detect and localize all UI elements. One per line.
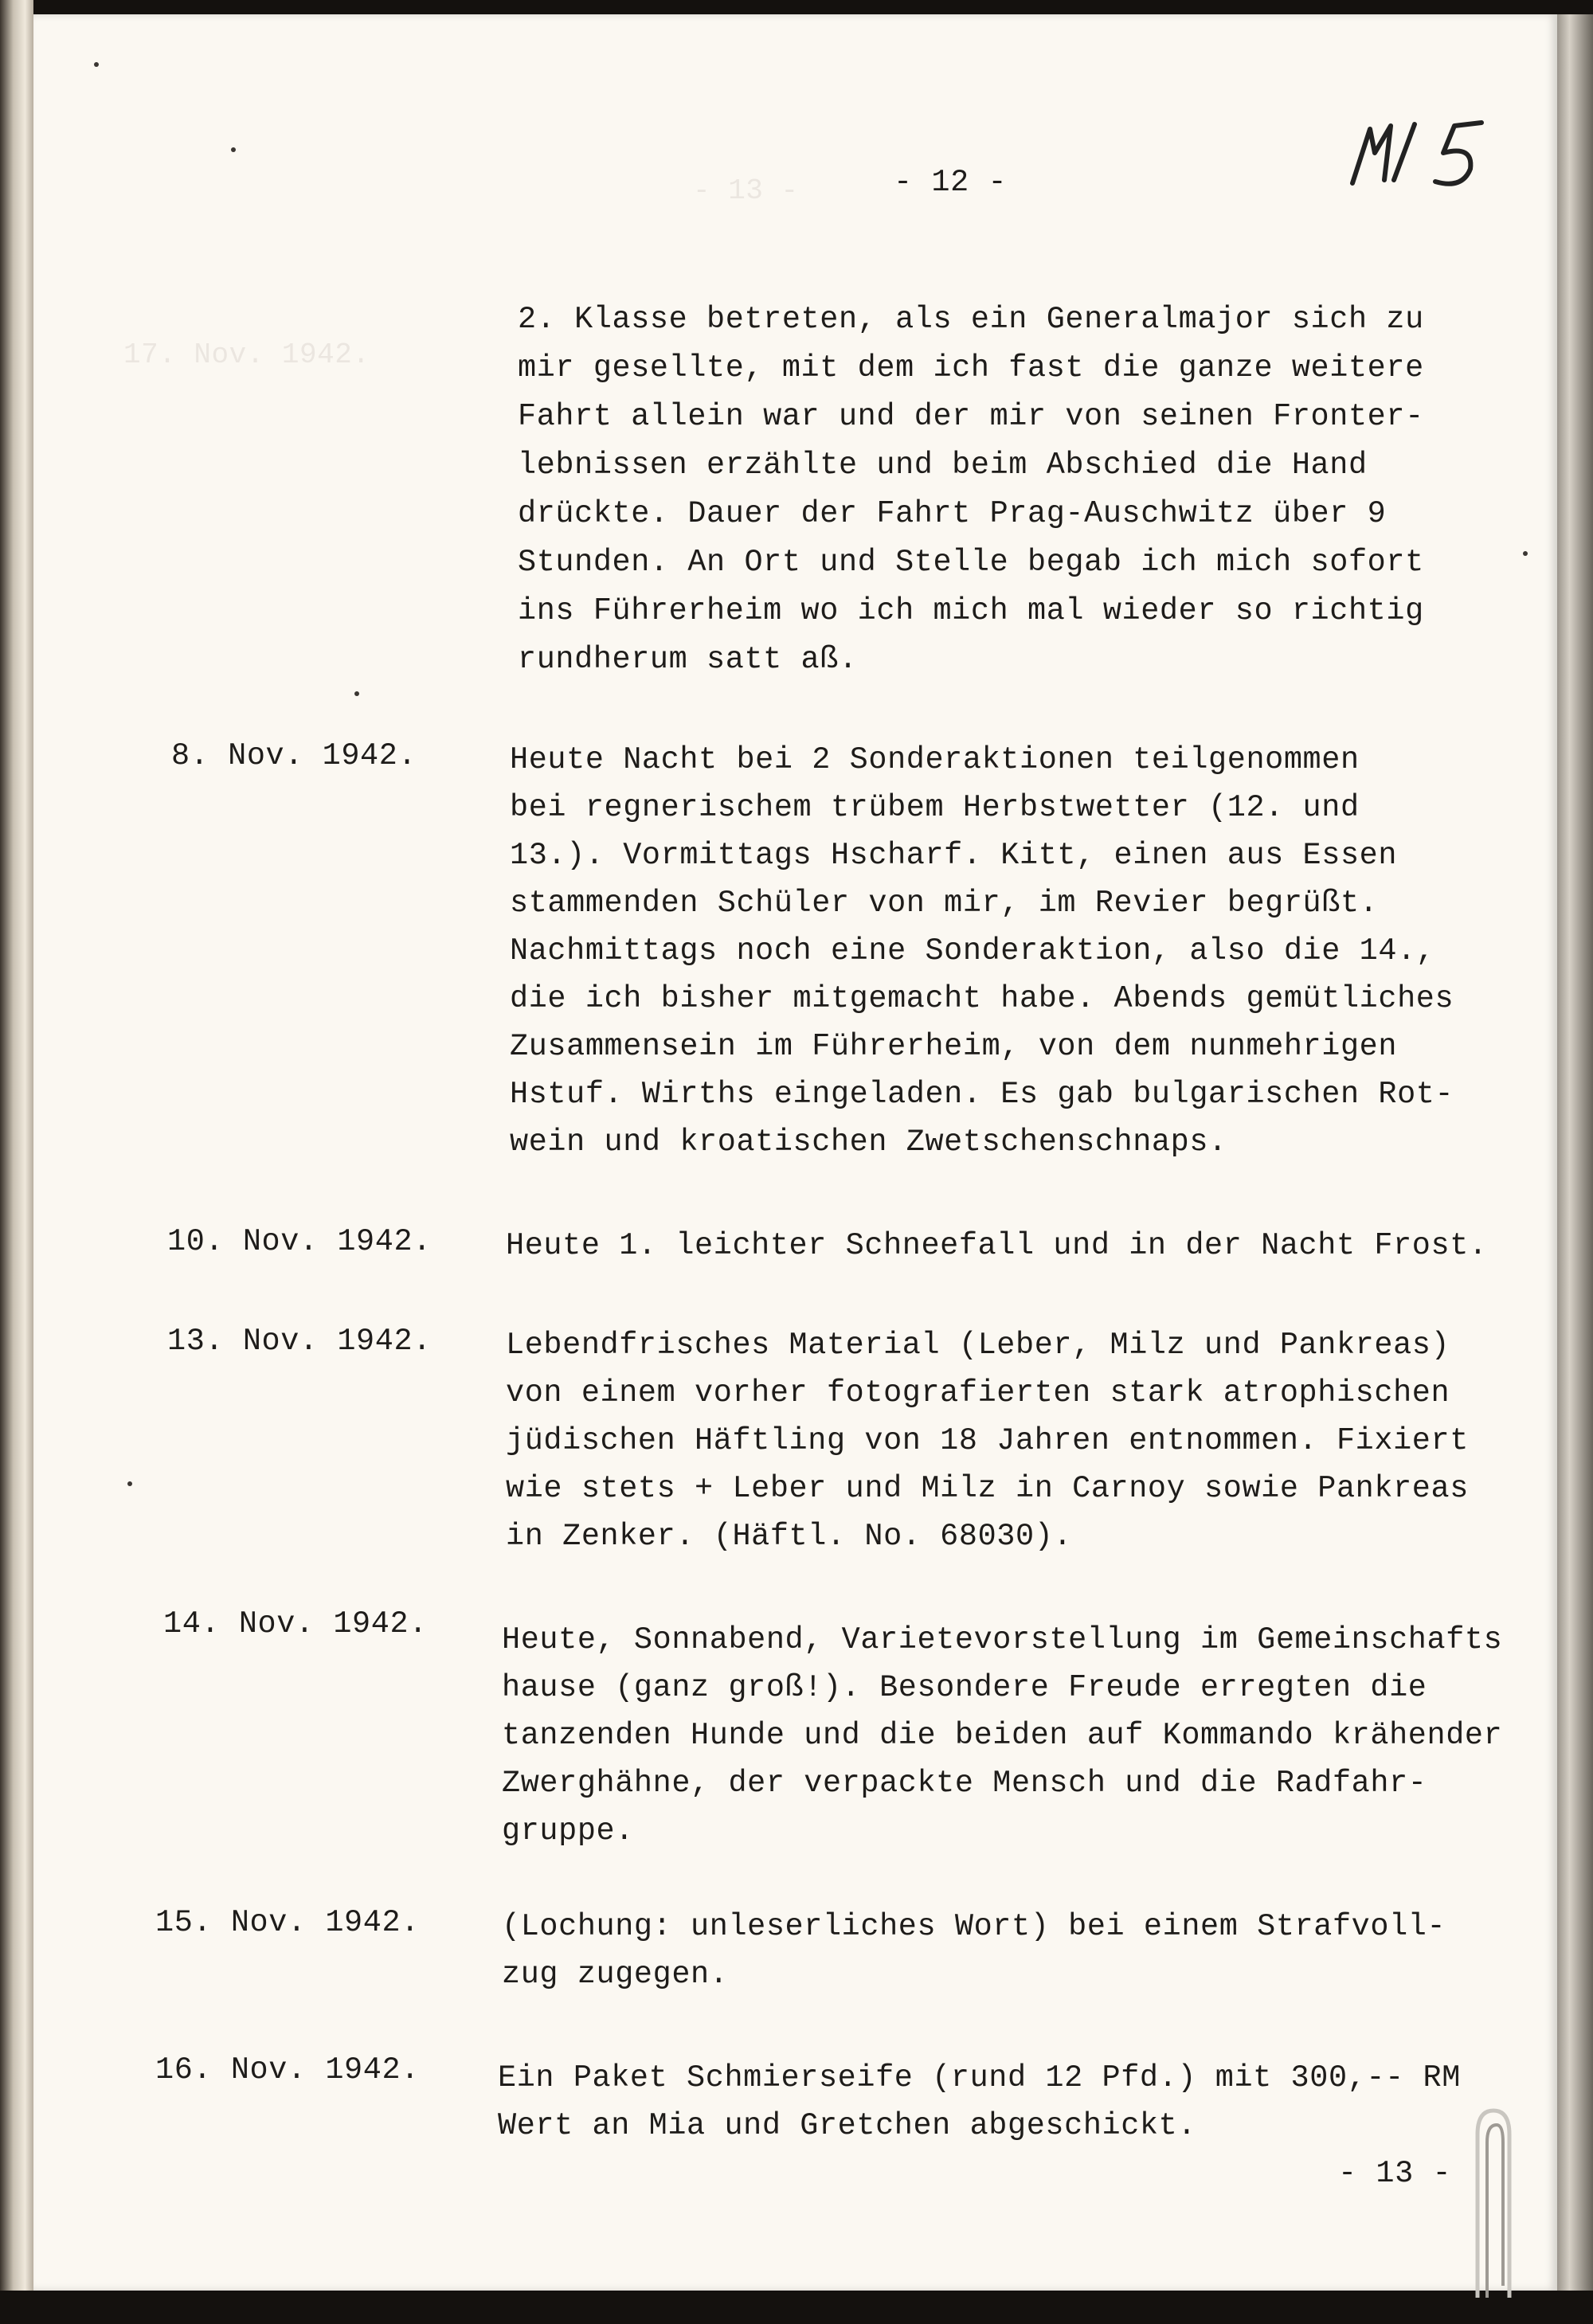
entry-line: Heute 1. leichter Schneefall und in der Nacht Frost. <box>506 1228 1488 1263</box>
left-page-edge <box>0 0 33 2324</box>
entry-line: von einem vorher fotografierten stark atrophischen <box>506 1375 1450 1410</box>
speck <box>1523 551 1528 556</box>
entry-date: 14. Nov. 1942. <box>163 1606 428 1641</box>
entry-line: Heute, Sonnabend, Varietevorstellung im Gemeinschafts <box>502 1622 1503 1657</box>
entry-line: Heute Nacht bei 2 Sonderaktionen teilgenommen <box>510 742 1360 777</box>
speck <box>354 691 359 696</box>
entry-date: 8. Nov. 1942. <box>171 738 417 773</box>
entry-line: jüdischen Häftling von 18 Jahren entnommen. Fixiert <box>506 1423 1469 1458</box>
intro-line: Stunden. An Ort und Stelle begab ich mich sofort <box>518 545 1424 580</box>
page-footer: - 13 - <box>1338 2156 1452 2191</box>
intro-line: 2. Klasse betreten, als ein Generalmajor sich zu <box>518 302 1424 337</box>
entry-line: wie stets + Leber und Milz in Carnoy sowie Pankreas <box>506 1471 1469 1506</box>
entry-line: wein und kroatischen Zwetschenschnaps. <box>510 1125 1227 1160</box>
folio-number <box>1338 113 1497 193</box>
entry-line: in Zenker. (Häftl. No. 68030). <box>506 1519 1073 1554</box>
entry-line: 13.). Vormittags Hscharf. Kitt, einen aus Essen <box>510 838 1398 873</box>
entry-line: hause (ganz groß!). Besondere Freude erregten die <box>502 1670 1427 1705</box>
scan-background <box>0 2291 1593 2324</box>
intro-line: drückte. Dauer der Fahrt Prag-Auschwitz über 9 <box>518 496 1387 531</box>
entry-line: bei regnerischem trübem Herbstwetter (12. und <box>510 790 1360 825</box>
ghost-date: 17. Nov. 1942. <box>123 338 370 371</box>
entry-date: 15. Nov. 1942. <box>155 1905 420 1940</box>
entry-date: 10. Nov. 1942. <box>167 1224 432 1259</box>
intro-line: rundherum satt aß. <box>518 642 858 677</box>
intro-line: lebnissen erzählte und beim Abschied die Hand <box>518 448 1368 483</box>
entry-line: tanzenden Hunde und die beiden auf Kommando krähender <box>502 1718 1503 1753</box>
entry-line: (Lochung: unleserliches Wort) bei einem Strafvoll- <box>502 1909 1446 1944</box>
intro-line: ins Führerheim wo ich mich mal wieder so richtig <box>518 593 1424 628</box>
entry-line: zug zugegen. <box>502 1957 729 1992</box>
entry-line: Zusammensein im Führerheim, von dem nunmehrigen <box>510 1029 1398 1064</box>
speck <box>231 147 236 152</box>
entry-line: stammenden Schüler von mir, im Revier begrüßt. <box>510 886 1379 921</box>
speck <box>94 62 99 67</box>
entry-line: Nachmittags noch eine Sonderaktion, also die 14., <box>510 933 1435 968</box>
intro-line: Fahrt allein war und der mir von seinen Fronter- <box>518 399 1424 434</box>
entry-line: Zwerghähne, der verpackte Mensch und die Radfahr- <box>502 1766 1427 1801</box>
page-header: - 12 - <box>894 165 1008 200</box>
entry-line: Ein Paket Schmierseife (rund 12 Pfd.) mit 300,-- RM <box>498 2060 1461 2095</box>
entry-line: Lebendfrisches Material (Leber, Milz und Pankreas) <box>506 1328 1450 1363</box>
entry-line: Hstuf. Wirths eingeladen. Es gab bulgarischen Rot- <box>510 1077 1454 1112</box>
entry-line: Wert an Mia und Gretchen abgeschickt. <box>498 2108 1197 2143</box>
entry-date: 16. Nov. 1942. <box>155 2052 420 2087</box>
paper-clip-icon <box>1462 2103 1525 2302</box>
intro-line: mir gesellte, mit dem ich fast die ganze weitere <box>518 350 1424 385</box>
entry-line: gruppe. <box>502 1813 634 1849</box>
ghost-header: - 13 - <box>693 174 799 207</box>
entry-date: 13. Nov. 1942. <box>167 1324 432 1359</box>
entry-line: die ich bisher mitgemacht habe. Abends gemütliches <box>510 981 1454 1016</box>
right-page-edge <box>1557 14 1593 2291</box>
speck <box>127 1481 132 1486</box>
handwritten-folio-icon <box>1338 113 1497 193</box>
